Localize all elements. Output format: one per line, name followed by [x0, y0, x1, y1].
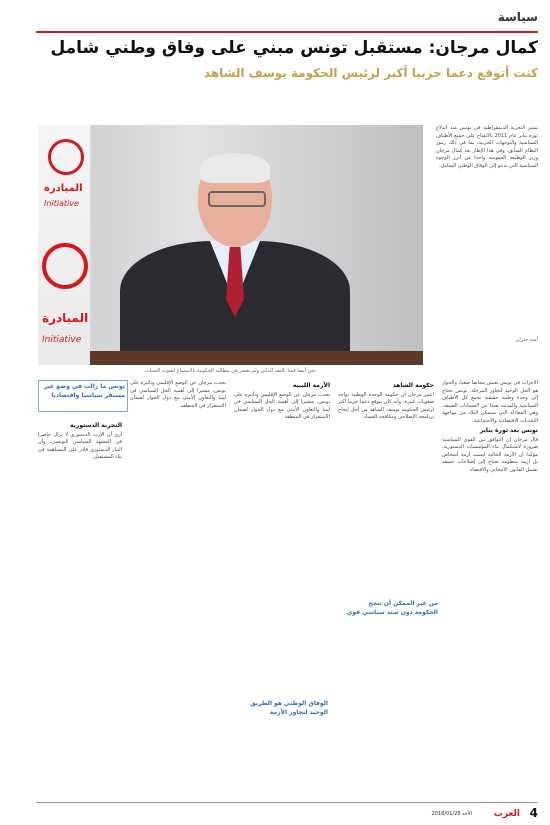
author-byline: أمنة جبران	[515, 337, 538, 343]
glasses-icon	[208, 191, 266, 207]
column-5-text: أرى أن الإرث الدستوري لا يزال حاضرا في المشهد السياسي التونسي، وأن التيار الدستوري قادر على المساهمة في بناء المستقبل.	[38, 431, 122, 460]
page-number: 4	[529, 806, 538, 820]
body-column-5	[38, 420, 122, 810]
column-1-text: الأحزاب في تونس تعيش مخاضا صعبا، والحوار هو الحل الوحيد لتجاوز المرحلة. تونس تحتاج إلى وحدة وطنية حقيقية تجمع كل الأطياف السياسية والمدنية بعيدا عن الحسابات الضيقة، وهي المعادلة التي ستمكن البلاد من مواجهة التحديات الاقتصادية والاجتماعية.	[442, 380, 538, 424]
portrait-figure	[120, 155, 350, 365]
subheading-4: التجربة الدستورية	[69, 422, 122, 429]
newspaper-name: العرب	[493, 809, 520, 819]
banner-text-en-2: Initiative	[42, 335, 82, 345]
pull-quote-2: من غير الممكن أن تنجح الحكومة دون سند سياسي قوي	[346, 600, 438, 616]
main-photo	[38, 125, 423, 365]
pull-quote-1: تونس ما زالت في وضع غير مستقر سياسيا واقتصاديا	[38, 380, 128, 412]
column-1-text-cont: قال مرجان إن التوافق بين القوى السياسية ضرورة لاستكمال بناء المؤسسات الدستورية، مؤكدا أن الأزمة الحالية ليست أزمة أشخاص بل أزمة منظومة تحتاج إلى إصلاحات عميقة تشمل القانون الانتخابي والاقتصاد.	[442, 436, 538, 473]
column-3-text: تحدث مرجان عن الوضع الإقليمي وتأثيره على تونس، مشيرا إلى أهمية الحل السياسي في ليبيا والتعاون الأمني مع دول الجوار لضمان الاستقرار في المنطقة.	[234, 391, 330, 420]
section-divider	[36, 31, 538, 33]
party-logo-large-icon	[42, 243, 88, 289]
subheading-2: حكومة الشاهد	[392, 382, 434, 389]
body-column-4	[130, 380, 226, 810]
issue-date: الأحد 2018/01/28	[431, 811, 472, 817]
banner-text-ar-2: المبادرة	[42, 311, 89, 325]
column-2-text: اعتبر مرجان أن حكومة الوحدة الوطنية تواجه صعوبات كبيرة، وأنه كان يتوقع دعما حزبيا أكبر لرئيس الحكومة يوسف الشاهد من أجل إنجاح برنامجه الإصلاحي ومكافحة الفساد.	[338, 391, 434, 420]
footer	[0, 801, 550, 825]
section-label: سياسة	[497, 10, 538, 24]
banner-text-ar: المبادرة	[44, 183, 83, 194]
body-column-1	[442, 380, 538, 810]
banner-text-en: Initiative	[44, 199, 79, 208]
body-columns	[38, 380, 538, 810]
body-column-3	[234, 380, 330, 810]
subheading-1: تونس بعد ثورة يناير	[479, 427, 538, 434]
photo-caption: نحن أيضا قمنا بالنقد الذاتي ولم نقصر في مطالبة الحكومة بالاستماع لصوت الشباب	[145, 368, 316, 374]
desk-shape	[90, 351, 423, 365]
body-column-2	[338, 380, 434, 810]
lead-paragraph: تتميز التجربة الديمقراطية في تونس منذ اندلاع ثورة يناير عام 2011 بالانفتاح على جميع الأطياف السياسية والتوجهات الحزبية، بما في ذلك رموز النظام السابق، وفي هذا الإطار يعد كمال مرجان وزير الوظيفة العمومية واحدا من أبرز الوجوه السياسية التي تدعو إلى الوفاق الوطني الشامل.	[436, 125, 538, 169]
pull-quote-3: الوفاق الوطني هو الطريق الوحيد لتجاوز الأزمة	[250, 700, 328, 716]
column-4-text: تحدث مرجان عن الوضع الإقليمي وتأثيره على تونس، مشيرا إلى أهمية الحل السياسي في ليبيا والتعاون الأمني مع دول الجوار لضمان الاستقرار في المنطقة.	[130, 380, 226, 409]
party-logo-icon	[48, 139, 84, 175]
subheadline: كنت أتوقع دعما حزبيا أكبر لرئيس الحكومة يوسف الشاهد	[203, 66, 538, 80]
hair-shape	[200, 153, 270, 183]
top-bar	[0, 0, 550, 26]
party-banner	[38, 125, 92, 365]
headline: كمال مرجان: مستقبل تونس مبني على وفاق وطني شامل	[50, 38, 538, 58]
subheading-3: الأزمة الليبية	[292, 382, 330, 389]
